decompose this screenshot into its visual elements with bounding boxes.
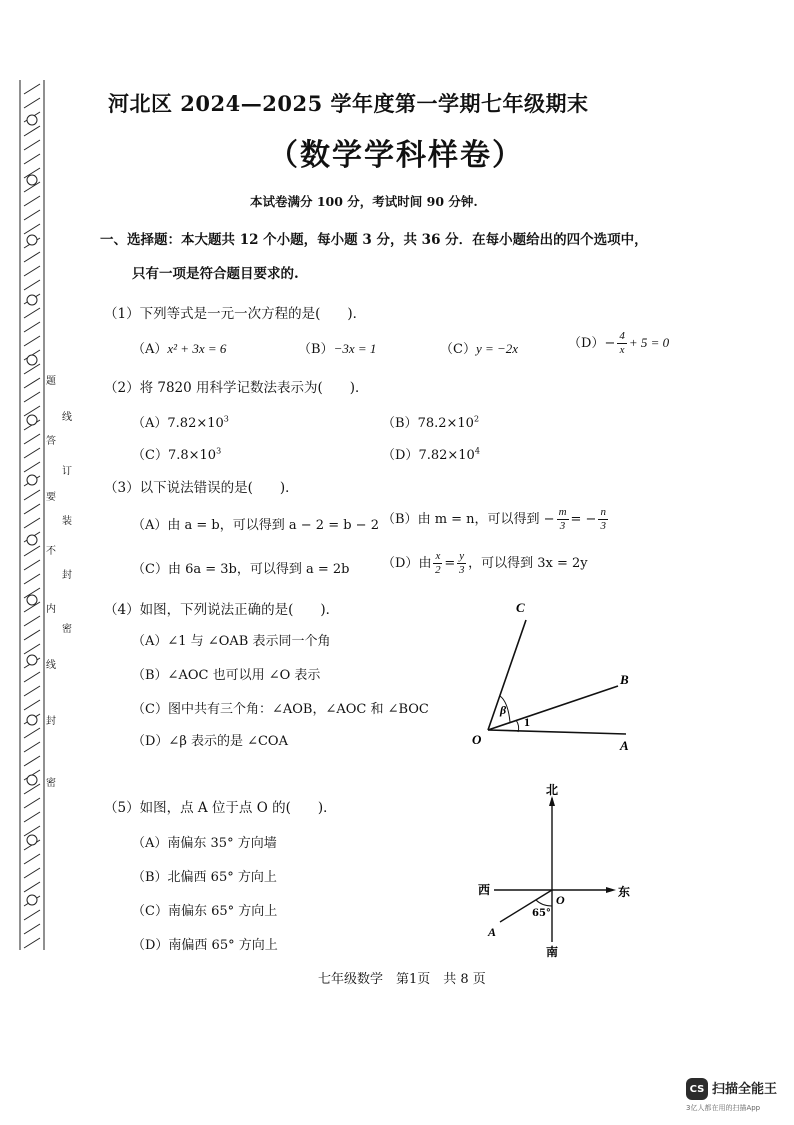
q2-stem: （2）将 7820 用科学记数法表示为( )． <box>104 380 369 396</box>
q2-option-c: $(C)7.8\times 10^3$ <box>132 446 222 463</box>
q4-option-c: （C）图中共有三个角：∠AOB，∠AOC 和 ∠BOC <box>132 702 429 717</box>
margin-label: 订 <box>62 466 72 477</box>
margin-slash <box>24 924 40 934</box>
label-a: A <box>620 738 629 753</box>
margin-char: 封 <box>46 716 56 727</box>
margin-slash <box>24 910 40 920</box>
margin-slash <box>24 504 40 514</box>
margin-slash <box>24 798 40 808</box>
margin-circle <box>27 115 37 125</box>
margin-circle <box>27 415 37 425</box>
margin-label: 线 <box>62 412 72 423</box>
q5-option-a: （A）南偏东 35° 方向墙 <box>132 836 277 851</box>
margin-slash <box>24 616 40 626</box>
q2-option-d: $(D)7.82\times 10^4$ <box>382 446 480 463</box>
watermark-tagline: 3亿人都在用的扫描App <box>686 1104 761 1112</box>
margin-char: 线 <box>46 660 56 671</box>
margin-slash <box>24 126 40 136</box>
margin-char: 不 <box>46 546 56 557</box>
section-heading: 一、选择题：本大题共 12 个小题，每小题 3 分，共 36 分．在每小题给出的四个选项中， <box>100 232 648 248</box>
margin-circle <box>27 475 37 485</box>
margin-slash <box>24 336 40 346</box>
margin-slash <box>24 518 40 528</box>
margin-circle <box>27 175 37 185</box>
margin-slash <box>24 140 40 150</box>
margin-slash <box>24 686 40 696</box>
margin-label: 封 <box>62 570 72 581</box>
margin-slash <box>24 434 40 444</box>
margin-circle <box>27 235 37 245</box>
margin-slash <box>24 448 40 458</box>
label-o: O <box>556 893 565 907</box>
q1-option-c: （C）y = −2x <box>440 341 519 357</box>
margin-slash <box>24 462 40 472</box>
margin-slash <box>24 490 40 500</box>
label-b: B <box>620 672 629 687</box>
margin-slash <box>24 98 40 108</box>
margin-slash <box>24 700 40 710</box>
label-c: C <box>516 600 525 615</box>
q2-option-a: $(A)7.82\times 10^3$ <box>132 414 229 431</box>
cs-logo-icon: CS <box>686 1078 708 1100</box>
margin-slash <box>24 322 40 332</box>
margin-circle <box>27 595 37 605</box>
q1-option-b: （B）−3x = 1 <box>298 341 377 357</box>
margin-slash <box>24 196 40 206</box>
margin-slash <box>24 644 40 654</box>
margin-slash <box>24 868 40 878</box>
q4-option-a: （A）∠1 与 ∠OAB 表示同一个角 <box>132 634 331 649</box>
margin-slash <box>24 266 40 276</box>
q5-option-c: （C）南偏东 65° 方向上 <box>132 904 278 919</box>
label-east: 东 <box>618 885 631 899</box>
q1-stem: （1）下列等式是一元一次方程的是( )． <box>104 306 367 322</box>
q1-option-d: （D）− $\frac{4}{x}$ + 5 = 0 <box>568 330 670 356</box>
margin-slash <box>24 210 40 220</box>
q5-option-b: （B）北偏西 65° 方向上 <box>132 870 277 885</box>
label-west: 西 <box>478 883 491 897</box>
margin-circle <box>27 295 37 305</box>
margin-circle <box>27 775 37 785</box>
margin-circle <box>27 355 37 365</box>
q2-option-b: $(B)78.2\times 10^2$ <box>382 414 480 431</box>
watermark-brand: 扫描全能王 <box>712 1082 778 1097</box>
exam-subtitle: （数学学科样卷） <box>268 138 524 173</box>
margin-slash <box>24 882 40 892</box>
margin-slash <box>24 154 40 164</box>
q3-option-a: （A）由 a = b，可以得到 a − 2 = b − 2 <box>132 518 379 533</box>
margin-slash <box>24 574 40 584</box>
margin-slash <box>24 742 40 752</box>
q4-stem: （4）如图，下列说法正确的是( )． <box>104 602 340 618</box>
exam-note: 本试卷满分 100 分，考试时间 90 分钟. <box>250 194 478 209</box>
section-heading-cont: 只有一项是符合题目要求的. <box>132 266 299 282</box>
q5-option-d: （D）南偏西 65° 方向上 <box>132 938 278 953</box>
exam-title: 河北区 2024—2025 学年度第一学期七年级期末 <box>108 91 589 116</box>
label-north: 北 <box>546 783 559 797</box>
q3-option-d: （D）由 $\frac{x}{2}$ = $\frac{y}{3}$ ，可以得到 3x = 2y <box>382 550 588 576</box>
margin-char: 题 <box>46 376 56 387</box>
margin-char: 内 <box>46 604 56 615</box>
q3-option-c: （C）由 6a = 3b，可以得到 a = 2b <box>132 562 350 577</box>
q3-option-b: （B）由 m = n，可以得到 − $\frac{m}{3}$ = − $\frac{n}{3}$ <box>382 506 606 532</box>
margin-slash <box>24 378 40 388</box>
margin-char: 答 <box>46 436 56 447</box>
margin-slash <box>24 812 40 822</box>
margin-label: 装 <box>62 516 72 527</box>
margin-circle <box>27 715 37 725</box>
label-beta: β <box>500 703 507 717</box>
label-south: 南 <box>546 945 559 959</box>
margin-slash <box>24 854 40 864</box>
label-a: A <box>488 925 497 939</box>
ray-oa <box>488 730 626 734</box>
margin-slash <box>24 938 40 948</box>
q3-stem: （3）以下说法错误的是( )． <box>104 480 299 496</box>
margin-slash <box>24 756 40 766</box>
page-footer: 七年级数学 第1页 共 8 页 <box>318 972 486 987</box>
binding-margin <box>14 80 50 950</box>
margin-slash <box>24 280 40 290</box>
margin-slash <box>24 630 40 640</box>
label-angle: 65° <box>532 908 551 919</box>
margin-circle <box>27 835 37 845</box>
angle-figure <box>470 598 650 758</box>
label-o: O <box>472 732 482 747</box>
margin-slash <box>24 546 40 556</box>
margin-slash <box>24 728 40 738</box>
margin-slash <box>24 392 40 402</box>
ray-oc <box>488 620 526 730</box>
margin-slash <box>24 672 40 682</box>
label-1: 1 <box>524 715 530 729</box>
margin-slash <box>24 84 40 94</box>
margin-circle <box>27 535 37 545</box>
margin-slash <box>24 308 40 318</box>
margin-label: 密 <box>62 624 72 635</box>
q1-option-a: （A）x² + 3x = 6 <box>132 341 227 357</box>
q4-option-b: （B）∠AOC 也可以用 ∠O 表示 <box>132 668 321 683</box>
margin-char: 密 <box>46 778 56 789</box>
margin-char: 要 <box>46 492 56 503</box>
q4-option-d: （D）∠β 表示的是 ∠COA <box>132 734 288 749</box>
compass-figure <box>470 778 640 963</box>
margin-circle <box>27 895 37 905</box>
q5-stem: （5）如图，点 A 位于点 O 的( )． <box>104 800 337 816</box>
margin-circle <box>27 655 37 665</box>
margin-slash <box>24 252 40 262</box>
margin-slash <box>24 560 40 570</box>
margin-slash <box>24 224 40 234</box>
